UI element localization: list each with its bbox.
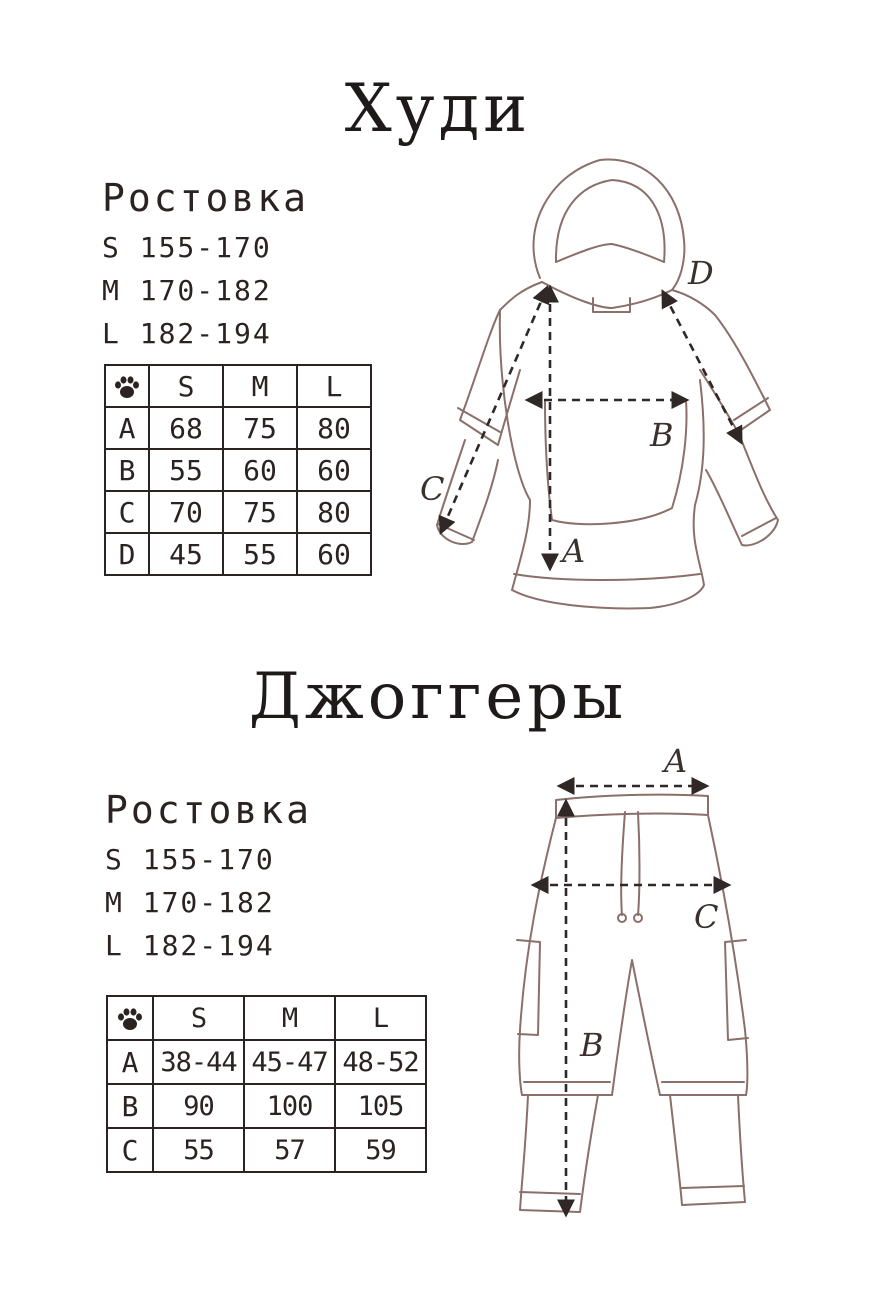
table-cell: 90 bbox=[153, 1084, 244, 1128]
table-header-cell: M bbox=[223, 365, 297, 407]
table-cell: 55 bbox=[223, 533, 297, 575]
table-cell: 38-44 bbox=[153, 1040, 244, 1084]
table-row-label: B bbox=[107, 1084, 153, 1128]
joggers-measure-arrows bbox=[536, 786, 726, 1212]
table-header-cell: L bbox=[335, 996, 426, 1040]
joggers-label-a: A bbox=[664, 742, 688, 780]
table-cell: 55 bbox=[153, 1128, 244, 1172]
table-cell: 60 bbox=[297, 449, 371, 491]
table-row-label: C bbox=[107, 1128, 153, 1172]
table-cell: 55 bbox=[149, 449, 223, 491]
table-cell: 60 bbox=[223, 449, 297, 491]
table-cell: 59 bbox=[335, 1128, 426, 1172]
table-cell: 70 bbox=[149, 491, 223, 533]
hoodie-label-d: D bbox=[688, 254, 714, 292]
table-row-label: A bbox=[105, 407, 149, 449]
table-header-cell: S bbox=[153, 996, 244, 1040]
joggers-sketch bbox=[517, 795, 748, 1212]
table-cell: 45-47 bbox=[244, 1040, 335, 1084]
table-cell: 75 bbox=[223, 407, 297, 449]
table-cell: 57 bbox=[244, 1128, 335, 1172]
table-cell: 45 bbox=[149, 533, 223, 575]
table-cell: 80 bbox=[297, 491, 371, 533]
hoodie-label-a: A bbox=[562, 532, 586, 570]
table-cell: 48-52 bbox=[335, 1040, 426, 1084]
hoodie-sizing-row: S 155-170 bbox=[102, 231, 272, 264]
joggers-sizing-row: M 170-182 bbox=[105, 886, 275, 919]
hoodie-label-c: C bbox=[420, 470, 445, 508]
table-cell: 75 bbox=[223, 491, 297, 533]
joggers-sizing-row: S 155-170 bbox=[105, 843, 275, 876]
hoodie-label-b: B bbox=[650, 416, 674, 454]
joggers-label-b: B bbox=[580, 1026, 604, 1064]
hoodie-sizing-row: L 182-194 bbox=[102, 317, 272, 350]
table-row-label: A bbox=[107, 1040, 153, 1084]
table-cell: 68 bbox=[149, 407, 223, 449]
table-row-label: B bbox=[105, 449, 149, 491]
hoodie-sizing-heading: Ростовка bbox=[102, 176, 310, 220]
joggers-sizing-heading: Ростовка bbox=[105, 788, 313, 832]
table-cell: 100 bbox=[244, 1084, 335, 1128]
hoodie-sketch bbox=[437, 160, 778, 609]
table-header-cell: S bbox=[149, 365, 223, 407]
table-row-label: C bbox=[105, 491, 149, 533]
table-cell: 105 bbox=[335, 1084, 426, 1128]
table-header-cell: L bbox=[297, 365, 371, 407]
joggers-label-c: C bbox=[694, 898, 719, 936]
table-header-cell: M bbox=[244, 996, 335, 1040]
joggers-title: Джоггеры bbox=[248, 660, 628, 734]
hoodie-sizing-row: M 170-182 bbox=[102, 274, 272, 307]
hoodie-title: Худи bbox=[344, 70, 532, 147]
table-cell: 60 bbox=[297, 533, 371, 575]
table-row-label: D bbox=[105, 533, 149, 575]
table-cell: 80 bbox=[297, 407, 371, 449]
joggers-sizing-row: L 182-194 bbox=[105, 929, 275, 962]
